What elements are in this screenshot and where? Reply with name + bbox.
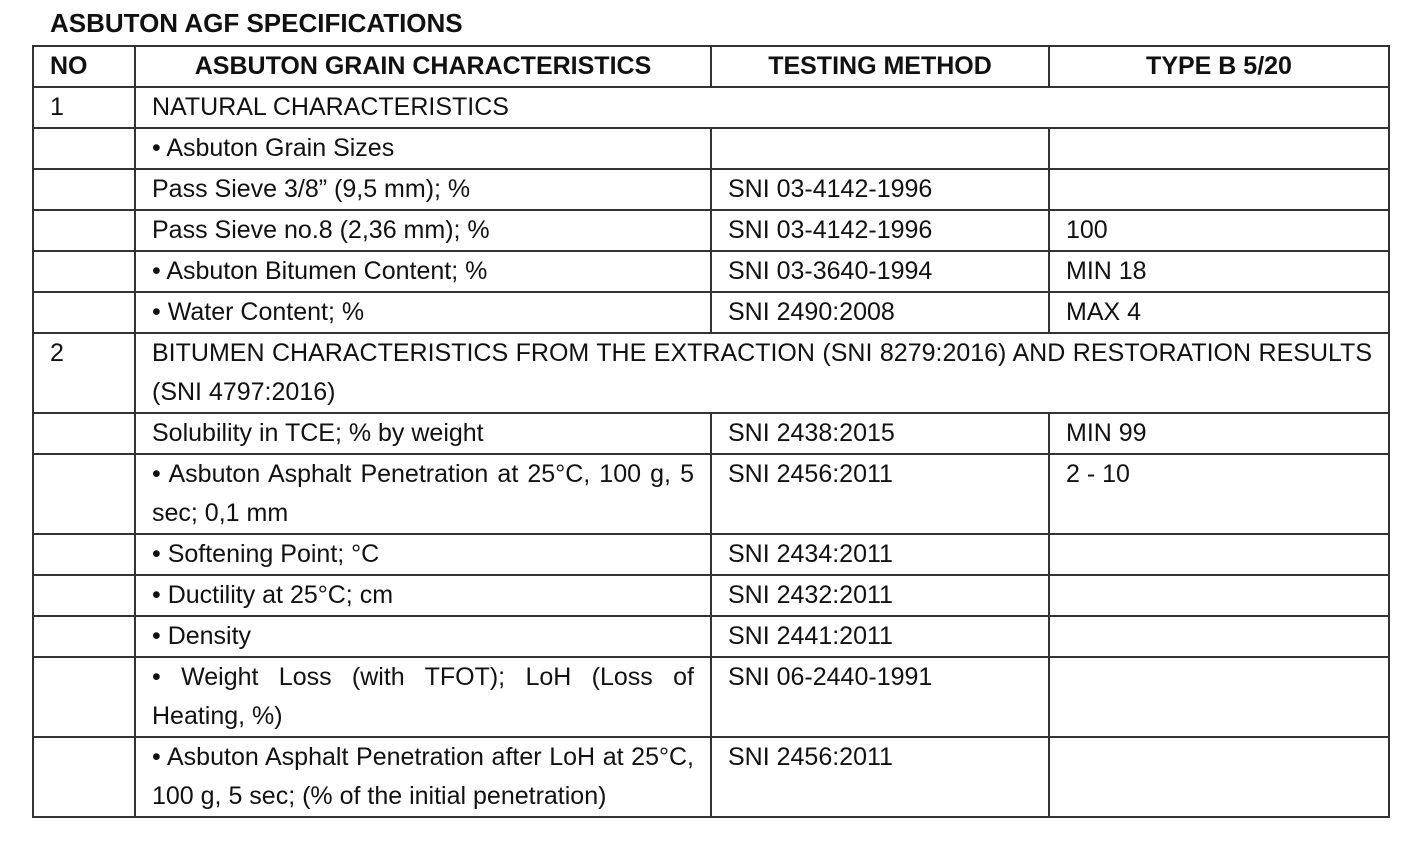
- header-no: NO: [33, 46, 135, 87]
- type-cell: MIN 18: [1049, 251, 1389, 292]
- type-cell: MIN 99: [1049, 413, 1389, 454]
- characteristic-cell: • Ductility at 25°C; cm: [135, 575, 711, 616]
- table-row: [33, 292, 1389, 333]
- table-row: [33, 737, 1389, 817]
- row-number: [33, 454, 135, 534]
- type-cell: 100: [1049, 210, 1389, 251]
- method-cell: SNI 03-3640-1994: [711, 251, 1049, 292]
- method-cell: SNI 2432:2011: [711, 575, 1049, 616]
- type-cell: [1049, 169, 1389, 210]
- characteristic-cell: • Asbuton Asphalt Penetration at 25°C, 100 g, 5 sec; 0,1 mm: [135, 454, 711, 534]
- table-row: [33, 128, 1389, 169]
- row-number: [33, 575, 135, 616]
- row-number: [33, 616, 135, 657]
- header-type: TYPE B 5/20: [1049, 46, 1389, 87]
- characteristic-cell: • Weight Loss (with TFOT); LoH (Loss of Heating, %): [135, 657, 711, 737]
- table-row: [33, 251, 1389, 292]
- table-row: [33, 413, 1389, 454]
- table-row: [33, 534, 1389, 575]
- table-row: [33, 616, 1389, 657]
- characteristic-cell: Solubility in TCE; % by weight: [135, 413, 711, 454]
- row-number: [33, 128, 135, 169]
- specifications-table: [32, 45, 1390, 818]
- characteristic-cell: • Asbuton Grain Sizes: [135, 128, 711, 169]
- method-cell: SNI 03-4142-1996: [711, 210, 1049, 251]
- method-cell: SNI 2456:2011: [711, 454, 1049, 534]
- table-row: [33, 657, 1389, 737]
- table-row: [33, 575, 1389, 616]
- characteristic-cell: • Asbuton Bitumen Content; %: [135, 251, 711, 292]
- row-number: [33, 251, 135, 292]
- type-cell: 2 - 10: [1049, 454, 1389, 534]
- header-testing-method: TESTING METHOD: [711, 46, 1049, 87]
- table-row: [33, 210, 1389, 251]
- row-number: [33, 413, 135, 454]
- type-cell: [1049, 575, 1389, 616]
- row-number: [33, 292, 135, 333]
- type-cell: [1049, 737, 1389, 817]
- row-number: [33, 169, 135, 210]
- method-cell: [711, 128, 1049, 169]
- characteristic-cell: Pass Sieve 3/8” (9,5 mm); %: [135, 169, 711, 210]
- characteristic-cell: • Softening Point; °C: [135, 534, 711, 575]
- type-cell: [1049, 657, 1389, 737]
- header-characteristics: ASBUTON GRAIN CHARACTERISTICS: [135, 46, 711, 87]
- row-number: [33, 657, 135, 737]
- characteristic-cell: • Asbuton Asphalt Penetration after LoH at 25°C, 100 g, 5 sec; (% of the initial penetration): [135, 737, 711, 817]
- table-row: [33, 169, 1389, 210]
- method-cell: SNI 2456:2011: [711, 737, 1049, 817]
- section-row: [33, 333, 1389, 413]
- type-cell: [1049, 616, 1389, 657]
- type-cell: [1049, 534, 1389, 575]
- row-number: 1: [33, 87, 135, 128]
- table-header-row: [33, 46, 1389, 87]
- section-row: [33, 87, 1389, 128]
- row-number: [33, 534, 135, 575]
- row-number: 2: [33, 333, 135, 413]
- method-cell: SNI 2441:2011: [711, 616, 1049, 657]
- row-number: [33, 210, 135, 251]
- characteristic-cell: • Density: [135, 616, 711, 657]
- row-number: [33, 737, 135, 817]
- section-title: NATURAL CHARACTERISTICS: [135, 87, 1389, 128]
- table-row: [33, 454, 1389, 534]
- characteristic-cell: Pass Sieve no.8 (2,36 mm); %: [135, 210, 711, 251]
- section-title: BITUMEN CHARACTERISTICS FROM THE EXTRACTION (SNI 8279:2016) AND RESTORATION RESULTS (SNI 4797:2016): [135, 333, 1389, 413]
- characteristic-cell: • Water Content; %: [135, 292, 711, 333]
- method-cell: SNI 2438:2015: [711, 413, 1049, 454]
- type-cell: MAX 4: [1049, 292, 1389, 333]
- method-cell: SNI 03-4142-1996: [711, 169, 1049, 210]
- method-cell: SNI 2434:2011: [711, 534, 1049, 575]
- type-cell: [1049, 128, 1389, 169]
- document-title: ASBUTON AGF SPECIFICATIONS: [50, 8, 463, 38]
- method-cell: SNI 06-2440-1991: [711, 657, 1049, 737]
- method-cell: SNI 2490:2008: [711, 292, 1049, 333]
